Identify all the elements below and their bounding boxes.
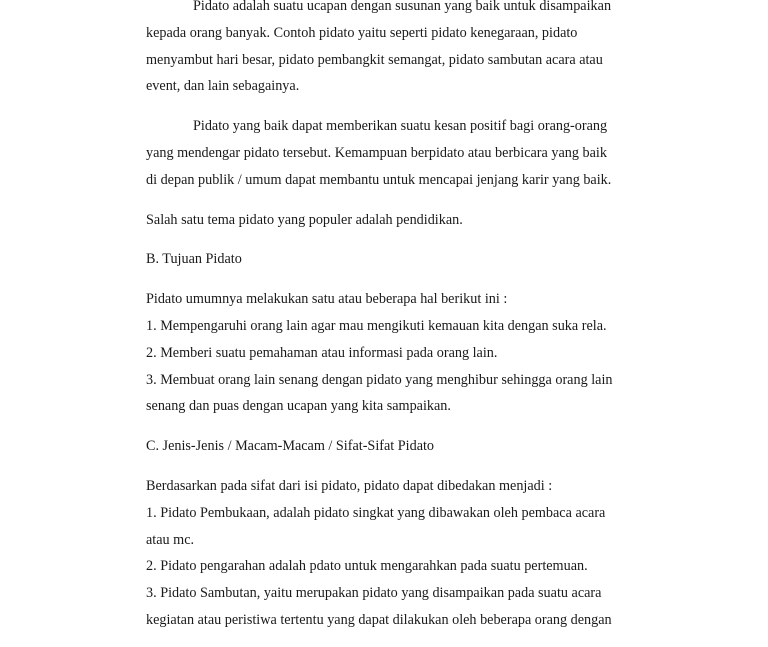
text-line: 1. Mempengaruhi orang lain agar mau mengikuti kemauan kita dengan suka rela. [146, 317, 607, 334]
text-line: 1. Pidato Pembukaan, adalah pidato singkat yang dibawakan oleh pembaca acara [146, 504, 606, 521]
list-intro: Pidato umumnya melakukan satu atau beberapa hal berikut ini : [146, 291, 508, 308]
text-line: kegiatan atau peristiwa tertentu yang dapat dilakukan oleh beberapa orang dengan [146, 611, 612, 628]
paragraph-definition [146, 0, 658, 100]
text-line: di depan publik / umum dapat membantu untuk mencapai jenjang karir yang baik. [146, 171, 612, 188]
text-line: atau mc. [146, 531, 195, 548]
text-line: yang mendengar pidato tersebut. Kemampuan berpidato atau berbicara yang baik [146, 144, 607, 161]
text-line: 3. Pidato Sambutan, yaitu merupakan pidato yang disampaikan pada suatu acara [146, 585, 602, 602]
list-jenis [146, 473, 658, 634]
paragraph-good-speech [146, 113, 658, 193]
text-line: senang dan puas dengan ucapan yang kita sampaikan. [146, 398, 451, 415]
heading-text: C. Jenis-Jenis / Macam-Macam / Sifat-Sifat Pidato [146, 438, 435, 455]
list-intro: Berdasarkan pada sifat dari isi pidato, pidato dapat dibedakan menjadi : [146, 477, 553, 494]
section-heading-c [146, 433, 658, 460]
list-item [146, 340, 658, 367]
text-line: event, dan lain sebagainya. [146, 78, 300, 95]
text-line: menyambut hari besar, pidato pembangkit semangat, pidato sambutan acara atau [146, 51, 603, 68]
text-line: kepada orang banyak. Contoh pidato yaitu seperti pidato kenegaraan, pidato [146, 24, 578, 41]
text-line: 2. Pidato pengarahan adalah pdato untuk mengarahkan pada suatu pertemuan. [146, 558, 588, 575]
list-item [146, 367, 658, 421]
text-line: 3. Membuat orang lain senang dengan pidato yang menghibur sehingga orang lain [146, 371, 613, 388]
list-item [146, 580, 658, 634]
text-line: Salah satu tema pidato yang populer adalah pendidikan. [146, 211, 463, 228]
text-line: Pidato yang baik dapat memberikan suatu kesan positif bagi orang-orang [193, 118, 608, 135]
section-heading-b [146, 246, 658, 273]
heading-text: B. Tujuan Pidato [146, 251, 242, 268]
document-page [146, 0, 658, 647]
list-item [146, 553, 658, 580]
list-item [146, 313, 658, 340]
list-tujuan [146, 286, 658, 420]
paragraph-theme [146, 207, 658, 234]
list-item [146, 500, 658, 554]
text-line: 2. Memberi suatu pemahaman atau informasi pada orang lain. [146, 344, 498, 361]
text-line: Pidato adalah suatu ucapan dengan susunan yang baik untuk disampaikan [193, 0, 612, 14]
